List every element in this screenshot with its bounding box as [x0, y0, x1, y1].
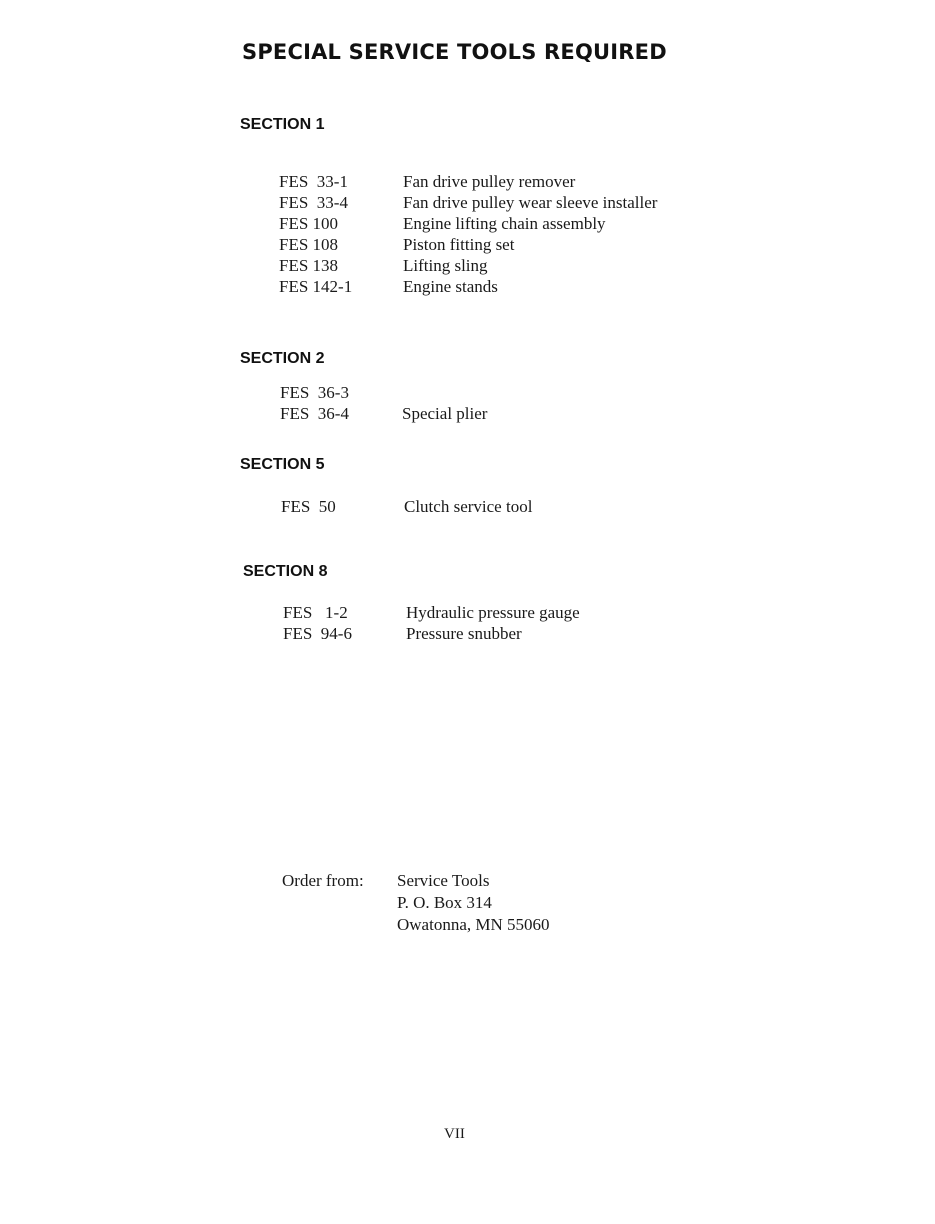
section-2-heading: SECTION 2	[240, 350, 325, 367]
order-address-line: P. O. Box 314	[397, 893, 492, 912]
tool-description: Hydraulic pressure gauge	[406, 603, 580, 622]
tool-description: Engine stands	[403, 277, 498, 296]
section-1-heading: SECTION 1	[240, 116, 325, 133]
tool-description: Fan drive pulley remover	[403, 172, 576, 191]
tool-code: FES 100	[279, 214, 339, 233]
tool-code: FES 36-3	[280, 383, 349, 402]
tool-code: FES 1-2	[283, 603, 348, 622]
section-8-heading: SECTION 8	[243, 563, 328, 580]
tool-description: Special plier	[402, 404, 488, 423]
tool-description: Engine lifting chain assembly	[403, 214, 606, 233]
tool-code: FES 94-6	[283, 624, 352, 643]
tool-code: FES 36-4	[280, 404, 349, 423]
tool-code: FES 142-1	[279, 277, 353, 296]
page-number: VII	[444, 1126, 465, 1142]
tool-code: FES 33-4	[279, 193, 348, 212]
tool-code: FES 50	[281, 497, 336, 516]
tool-description: Lifting sling	[403, 256, 488, 275]
tool-code: FES 108	[279, 235, 339, 254]
tool-description: Piston fitting set	[403, 235, 515, 254]
tool-description: Pressure snubber	[406, 624, 522, 643]
page-title: SPECIAL SERVICE TOOLS REQUIRED	[242, 40, 667, 64]
order-address-line: Owatonna, MN 55060	[397, 915, 550, 934]
order-from-label: Order from:	[282, 871, 364, 890]
tool-code: FES 33-1	[279, 172, 348, 191]
tool-description: Fan drive pulley wear sleeve installer	[403, 193, 658, 212]
order-address-line: Service Tools	[397, 871, 490, 890]
tool-code: FES 138	[279, 256, 339, 275]
section-5-heading: SECTION 5	[240, 456, 325, 473]
tool-description: Clutch service tool	[404, 497, 533, 516]
